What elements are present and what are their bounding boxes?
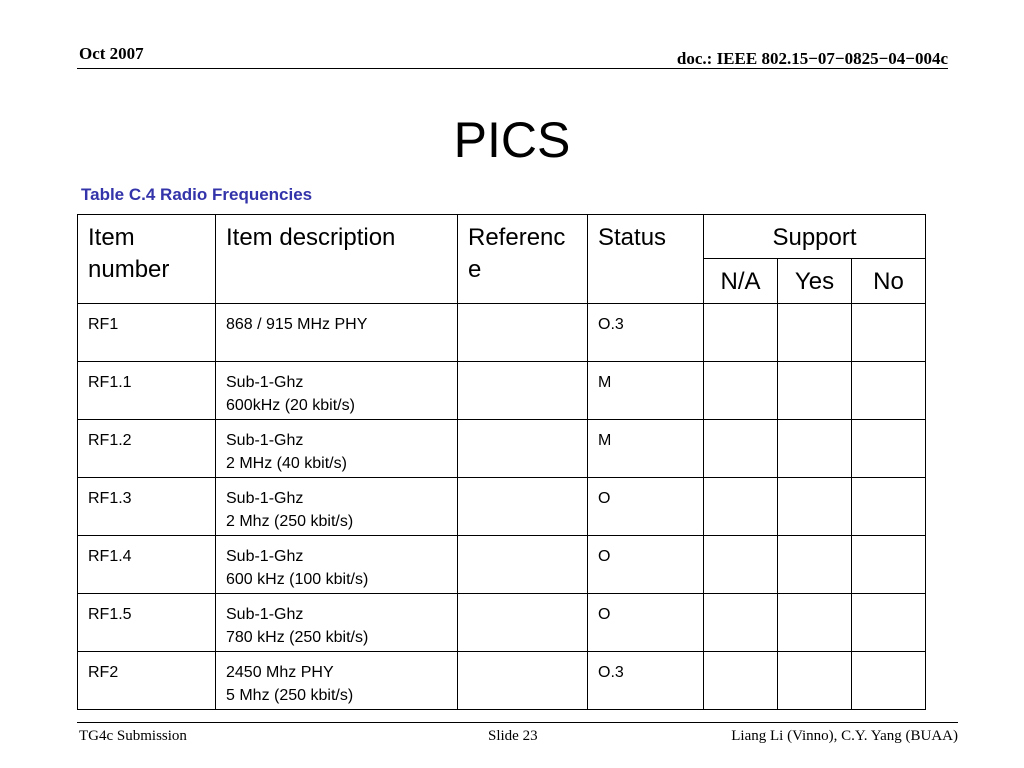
cell-item: RF1.2 bbox=[78, 420, 216, 478]
header-yes: Yes bbox=[778, 259, 852, 304]
cell-item: RF1.3 bbox=[78, 478, 216, 536]
cell-status: O bbox=[588, 478, 704, 536]
cell-na bbox=[704, 652, 778, 710]
cell-no bbox=[852, 362, 926, 420]
cell-reference bbox=[458, 304, 588, 362]
header-support: Support bbox=[704, 215, 926, 259]
cell-description: Sub-1-Ghz 2 Mhz (250 kbit/s) bbox=[216, 478, 458, 536]
footer-slide-number: Slide 23 bbox=[488, 728, 538, 744]
cell-description: 868 / 915 MHz PHY bbox=[216, 304, 458, 362]
cell-reference bbox=[458, 536, 588, 594]
pics-table bbox=[77, 214, 926, 710]
cell-status: M bbox=[588, 362, 704, 420]
header-divider bbox=[77, 68, 948, 69]
cell-reference bbox=[458, 652, 588, 710]
table-row bbox=[78, 478, 926, 536]
cell-na bbox=[704, 594, 778, 652]
cell-item: RF1.4 bbox=[78, 536, 216, 594]
table-row bbox=[78, 652, 926, 710]
cell-no bbox=[852, 652, 926, 710]
cell-yes bbox=[778, 420, 852, 478]
table-row bbox=[78, 362, 926, 420]
cell-item: RF1.5 bbox=[78, 594, 216, 652]
header-item-number: Item number bbox=[78, 215, 216, 304]
header-no: No bbox=[852, 259, 926, 304]
cell-status: O.3 bbox=[588, 304, 704, 362]
cell-yes bbox=[778, 478, 852, 536]
cell-status: O bbox=[588, 536, 704, 594]
header-status: Status bbox=[588, 215, 704, 304]
cell-yes bbox=[778, 594, 852, 652]
cell-na bbox=[704, 304, 778, 362]
cell-no bbox=[852, 304, 926, 362]
cell-status: O.3 bbox=[588, 652, 704, 710]
cell-no bbox=[852, 536, 926, 594]
cell-description: 2450 Mhz PHY 5 Mhz (250 kbit/s) bbox=[216, 652, 458, 710]
slide-title: PICS bbox=[453, 112, 571, 168]
table-row bbox=[78, 594, 926, 652]
cell-reference bbox=[458, 478, 588, 536]
cell-reference bbox=[458, 362, 588, 420]
table-row bbox=[78, 420, 926, 478]
cell-description: Sub-1-Ghz 600 kHz (100 kbit/s) bbox=[216, 536, 458, 594]
cell-reference bbox=[458, 594, 588, 652]
cell-no bbox=[852, 478, 926, 536]
cell-yes bbox=[778, 536, 852, 594]
header-na: N/A bbox=[704, 259, 778, 304]
cell-status: O bbox=[588, 594, 704, 652]
cell-yes bbox=[778, 304, 852, 362]
cell-description: Sub-1-Ghz 600kHz (20 kbit/s) bbox=[216, 362, 458, 420]
header-doc-id: doc.: IEEE 802.15−07−0825−04−004c bbox=[676, 49, 948, 68]
header-item-description: Item description bbox=[216, 215, 458, 304]
cell-item: RF1 bbox=[78, 304, 216, 362]
cell-no bbox=[852, 594, 926, 652]
cell-yes bbox=[778, 362, 852, 420]
header-reference: Reference bbox=[458, 215, 588, 304]
cell-item: RF1.1 bbox=[78, 362, 216, 420]
footer-authors: Liang Li (Vinno), C.Y. Yang (BUAA) bbox=[731, 728, 958, 744]
table-caption: Table C.4 Radio Frequencies bbox=[81, 185, 313, 204]
table-row bbox=[78, 536, 926, 594]
footer-divider bbox=[77, 722, 958, 723]
footer-submission: TG4c Submission bbox=[79, 728, 187, 744]
cell-no bbox=[852, 420, 926, 478]
table-row bbox=[78, 304, 926, 362]
cell-description: Sub-1-Ghz 780 kHz (250 kbit/s) bbox=[216, 594, 458, 652]
cell-reference bbox=[458, 420, 588, 478]
header-date: Oct 2007 bbox=[79, 44, 144, 63]
cell-na bbox=[704, 478, 778, 536]
cell-na bbox=[704, 420, 778, 478]
cell-na bbox=[704, 536, 778, 594]
cell-yes bbox=[778, 652, 852, 710]
cell-na bbox=[704, 362, 778, 420]
cell-description: Sub-1-Ghz 2 MHz (40 kbit/s) bbox=[216, 420, 458, 478]
cell-item: RF2 bbox=[78, 652, 216, 710]
cell-status: M bbox=[588, 420, 704, 478]
